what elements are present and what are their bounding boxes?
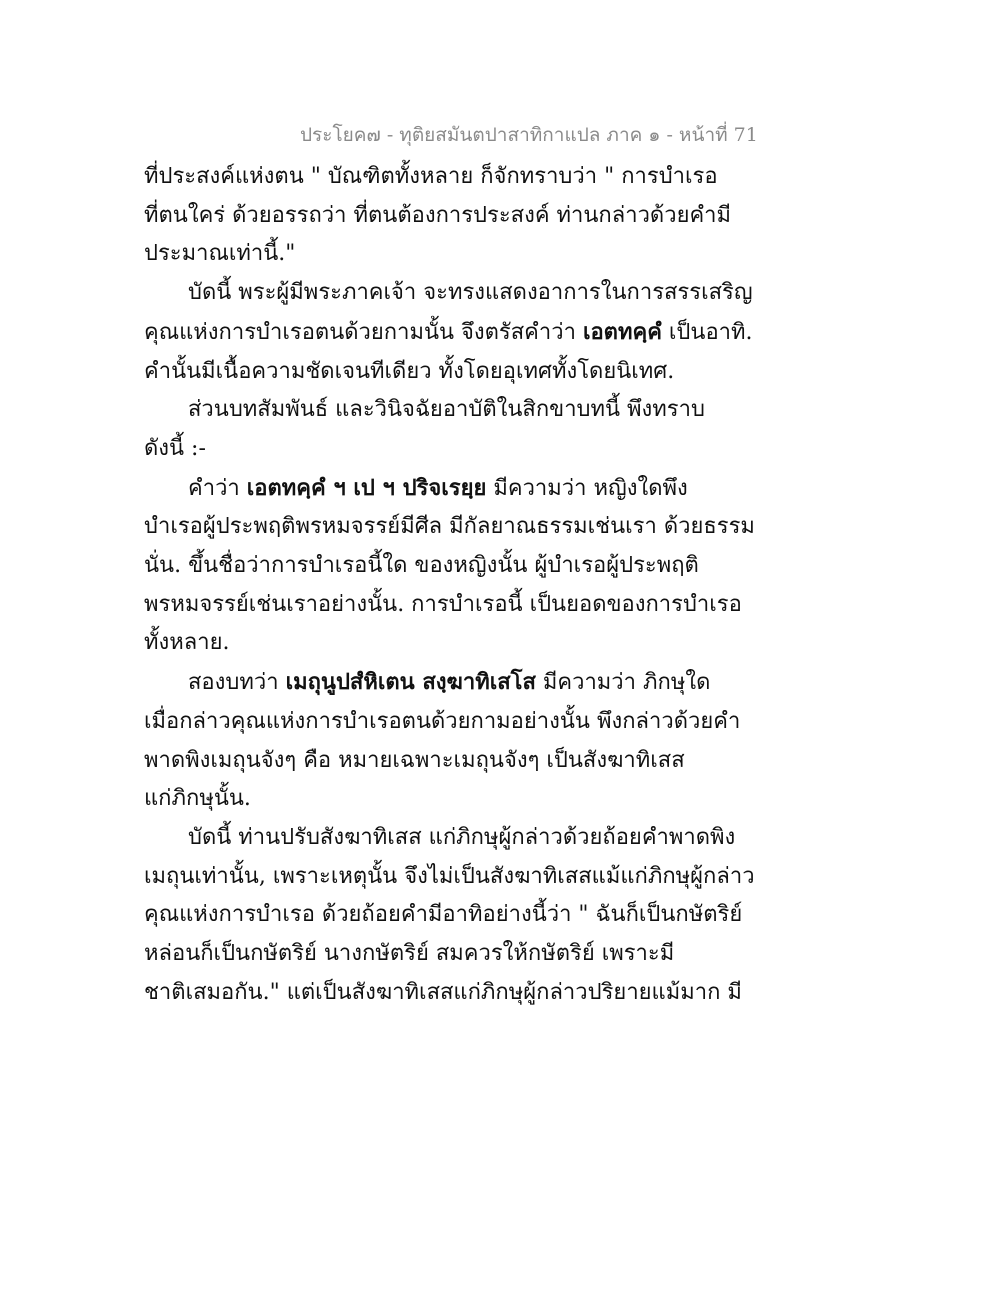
paragraph-start-line: ส่วนบทสัมพันธ์ และวินิจฉัยอาบัติในสิกขาบทนี้ พึงทราบ	[188, 397, 705, 423]
text-line: บำเรอผู้ประพฤติพรหมจรรย์มีศีล มีกัลยาณธรรมเช่นเรา ด้วยธรรม	[144, 514, 755, 540]
page-header: ประโยค๗ - ทุติยสมันตปาสาทิกาแปล ภาค ๑ - หน้าที่ 71	[300, 124, 758, 146]
text-line: ทั้งหลาย.	[144, 630, 230, 656]
text-line: เมถุนเท่านั้น, เพราะเหตุนั้น จึงไม่เป็นสังฆาทิเสสแม้แก่ภิกษุผู้กล่าว	[144, 863, 755, 889]
text-line: คำนั้นมีเนื้อความชัดเจนทีเดียว ทั้งโดยอุเทศทั้งโดยนิเทศ.	[144, 358, 675, 384]
text-line: เมื่อกล่าวคุณแห่งการบำเรอตนด้วยกามอย่างนั้น พึงกล่าวด้วยคำ	[144, 708, 741, 734]
text-run: คุณแห่งการบำเรอตนด้วยกามนั้น จึงตรัสคำว่า	[144, 319, 583, 345]
paragraph-start-line	[144, 469, 864, 509]
body-text	[144, 158, 864, 1012]
text-line: นั่น. ขึ้นชื่อว่าการบำเรอนี้ใด ของหญิงนั้น ผู้บำเรอผู้ประพฤติ	[144, 553, 699, 579]
text-run: มีความว่า ภิกษุใด	[535, 670, 711, 696]
text-line: แก่ภิกษุนั้น.	[144, 786, 251, 812]
paragraph-start-line	[144, 663, 864, 703]
paragraph-start-line: บัดนี้ พระผู้มีพระภาคเจ้า จะทรงแสดงอาการในการสรรเสริญ	[188, 280, 753, 306]
text-run: เป็นอาทิ.	[661, 319, 753, 345]
text-line: ที่ประสงค์แห่งตน " บัณฑิตทั้งหลาย ก็จักทราบว่า " การบำเรอ	[144, 164, 718, 189]
bold-term: เอตทคฺคํ	[582, 318, 662, 345]
text-line: ดังนี้ :-	[144, 435, 206, 461]
text-line: หล่อนก็เป็นกษัตริย์ นางกษัตริย์ สมควรให้กษัตริย์ เพราะมี	[144, 941, 675, 967]
paragraph-start-line: บัดนี้ ท่านปรับสังฆาทิเสส แก่ภิกษุผู้กล่าวด้วยถ้อยคำพาดพิง	[188, 824, 736, 850]
text-run: สองบทว่า	[188, 670, 286, 696]
text-line: ประมาณเท่านี้."	[144, 241, 296, 267]
text-line: พาดพิงเมถุนจังๆ คือ หมายเฉพาะเมถุนจังๆ เป็นสังฆาทิเสส	[144, 747, 685, 773]
text-line: คุณแห่งการบำเรอ ด้วยถ้อยคำมีอาทิอย่างนี้ว่า " ฉันก็เป็นกษัตริย์	[144, 902, 743, 928]
text-run: มีความว่า หญิงใดพึง	[486, 475, 688, 501]
bold-term: เมถุนูปสํหิเตน สงฺฆาทิเสโส	[285, 669, 536, 696]
text-line	[144, 313, 864, 353]
text-line: ที่ตนใคร่ ด้วยอรรถว่า ที่ตนต้องการประสงค์ ท่านกล่าวด้วยคำมี	[144, 202, 732, 228]
bold-term: เอตทคฺคํ ฯ เป ฯ ปริจเรยฺย	[246, 474, 487, 501]
text-run: คำว่า	[188, 475, 247, 501]
text-line: พรหมจรรย์เช่นเราอย่างนั้น. การบำเรอนี้ เป็นยอดของการบำเรอ	[144, 591, 742, 617]
text-line: ชาติเสมอกัน." แต่เป็นสังฆาทิเสสแก่ภิกษุผู้กล่าวปริยายแม้มาก มี	[144, 979, 742, 1005]
